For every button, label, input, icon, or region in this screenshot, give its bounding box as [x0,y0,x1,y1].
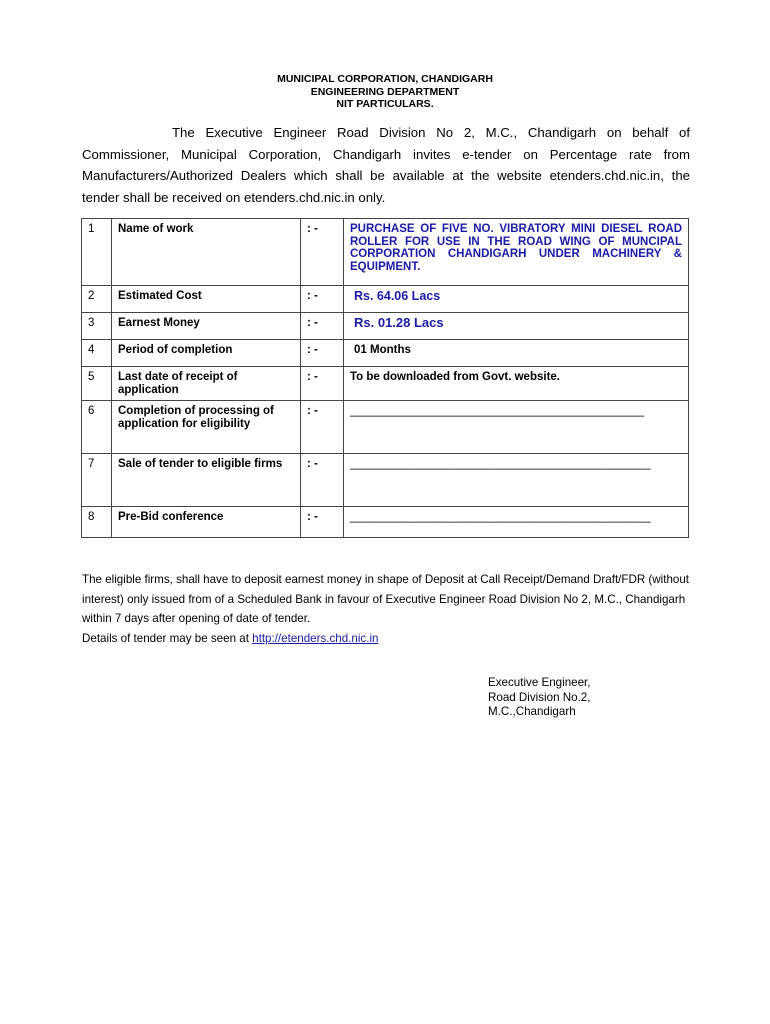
table-row [82,401,689,454]
row-label: Completion of processing of application for eligibility [112,401,301,454]
header-department: ENGINEERING DEPARTMENT [310,85,460,98]
row-number: 3 [82,313,112,340]
row-value: _______________________________________________ [344,507,689,538]
table-row [82,219,689,286]
table-row [82,367,689,401]
row-separator: : - [301,219,344,286]
row-number: 5 [82,367,112,401]
row-number: 2 [82,286,112,313]
intro-text: The Executive Engineer Road Division No 2, M.C., Chandigarh on behalf of Commissioner, Municipal Corporation, Chandigarh invites e-tender on Percentage rate from Manufacturers/Authorized Dealers which shall be available at the website etenders.chd.nic.in, the tender shall be received on etenders.chd.nic.in only. [82,125,690,205]
deposit-paragraph: The eligible firms, shall have to deposit earnest money in shape of Deposit at Call Receipt/Demand Draft/FDR (without interest) only issued from of a Scheduled Bank in favour of Executive Engineer Road Division No 2, M.C., Chandigarh within 7 days after opening of date of tender. [82,573,690,625]
footer-notes [82,570,692,648]
row-value: _______________________________________________ [344,454,689,507]
row-separator: : - [301,286,344,313]
table-row [82,286,689,313]
table-row [82,340,689,367]
row-label: Sale of tender to eligible firms [112,454,301,507]
row-separator: : - [301,454,344,507]
row-number: 8 [82,507,112,538]
row-value: 01 Months [344,340,689,367]
nit-particulars-table [81,218,689,538]
row-label: Period of completion [112,340,301,367]
signature-location: M.C.,Chandigarh [488,705,576,718]
row-label: Pre-Bid conference [112,507,301,538]
row-value: PURCHASE OF FIVE NO. VIBRATORY MINI DIESEL ROAD ROLLER FOR USE IN THE ROAD WING OF MUNCIPAL CORPORATION CHANDIGARH UNDER MACHINERY & EQUIPMENT. [344,219,689,286]
row-separator: : - [301,367,344,401]
row-number: 4 [82,340,112,367]
intro-paragraph [82,122,690,208]
document-header [0,73,770,111]
row-separator: : - [301,507,344,538]
signature-block [488,676,590,720]
row-value: Rs. 01.28 Lacs [344,313,689,340]
table-row [82,454,689,507]
header-title: NIT PARTICULARS. [336,98,434,110]
row-value: Rs. 64.06 Lacs [344,286,689,313]
row-value: To be downloaded from Govt. website. [344,367,689,401]
row-separator: : - [301,401,344,454]
row-value: ______________________________________________ [344,401,689,454]
details-prefix: Details of tender may be seen at [82,631,249,645]
row-separator: : - [301,340,344,367]
signature-division: Road Division No.2, [488,690,591,704]
row-number: 1 [82,219,112,286]
etenders-link[interactable]: http://etenders.chd.nic.in [252,631,379,645]
row-label: Name of work [112,219,301,286]
table-row [82,507,689,538]
header-organization: MUNICIPAL CORPORATION, CHANDIGARH [277,73,493,85]
row-label: Last date of receipt of application [112,367,301,401]
details-line [82,629,692,649]
table-row [82,313,689,340]
row-label: Earnest Money [112,313,301,340]
row-number: 7 [82,454,112,507]
row-number: 6 [82,401,112,454]
row-separator: : - [301,313,344,340]
signature-title: Executive Engineer, [488,676,591,689]
row-label: Estimated Cost [112,286,301,313]
